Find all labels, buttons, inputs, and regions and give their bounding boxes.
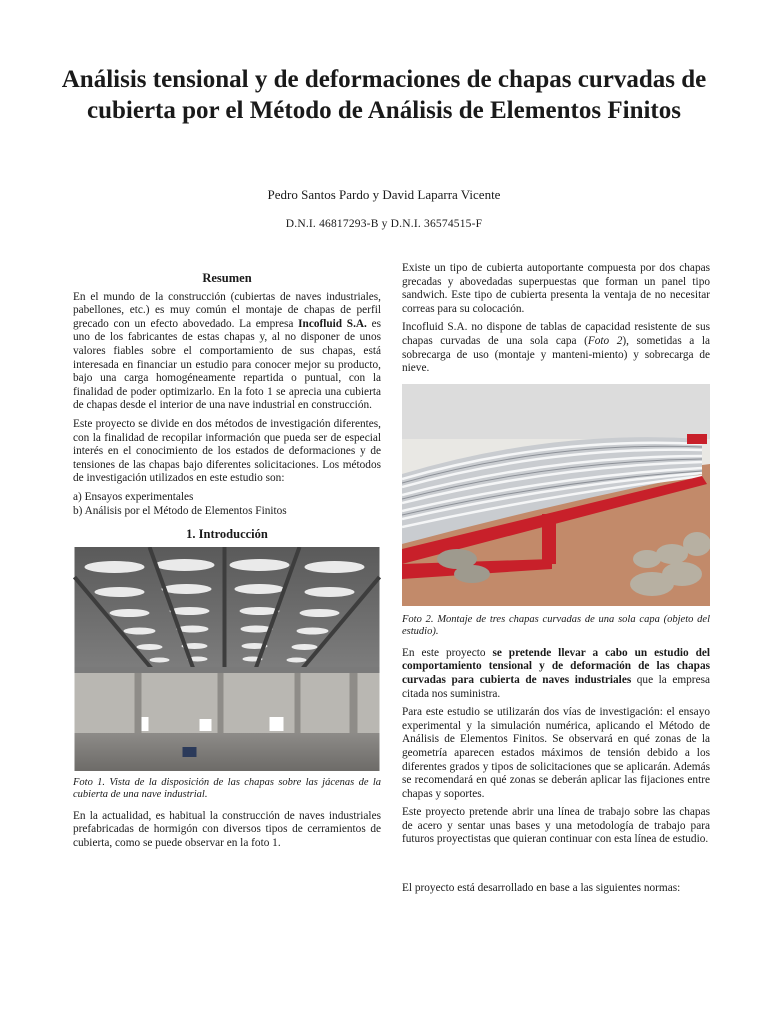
- author-ids: D.N.I. 46817293-B y D.N.I. 36574515-F: [285, 218, 483, 230]
- company-name: Incofluid S.A.: [298, 317, 367, 330]
- intro-paragraph: En la actualidad, es habitual la construcción de naves industriales prefabricadas de hormigón con diversos tipos de cerramientos de cubierta, como se puede observar en la foto 1.: [73, 809, 381, 849]
- abstract-heading: Resumen: [202, 271, 252, 285]
- photo-2-caption: Foto 2. Montaje de tres chapas curvadas de una sola capa (objeto del estudio).: [402, 613, 710, 638]
- right-paragraph-3: En este proyecto se pretende llevar a cabo un estudio del comportamiento tensional y de deformación de las chapas curvadas para cubierta de naves industriales que la empresa citada nos suministra.: [402, 646, 711, 700]
- right-paragraph-1: Existe un tipo de cubierta autoportante compuesta por dos chapas grecadas y abovedadas superpuestas que forman un panel tipo sandwich. Este tipo de cubierta presenta la ventaja de no necesitar correas para su colocación.: [402, 262, 710, 315]
- right-column: [402, 262, 710, 901]
- right-paragraph-2: Incofluid S.A. no dispone de tablas de capacidad resistente de sus chapas curvadas de una sola capa (Foto 2), sometidas a la sobrecarga de uso (montaje y manteni-miento) y sobrecarga de nieve.: [402, 321, 710, 375]
- list-item: b) Análisis por el Método de Elementos Finitos: [73, 504, 287, 517]
- methods-list: [73, 491, 381, 518]
- right-paragraph-5: Este proyecto pretende abrir una línea de trabajo sobre las chapas de acero y sentar unas bases y una metodología de trabajo para futuros proyectistas que quieran continuar con esta línea de estudio.: [402, 806, 710, 846]
- right-paragraph-4: Para este estudio se utilizarán dos vías de investigación: el ensayo experimental y la simulación numérica, aplicando el Método de Análisis de Elementos Finitos. Se observará en qué zonas de la geometría aparecen estados máximos de tensión debido a los diferentes grados y tipos de solicitaciones que se aplicarán. Además se recomendará en qué zonas se deberán aplicar las fijaciones entre chapas y soportes.: [402, 706, 710, 800]
- abstract-paragraph-2: Este proyecto se divide en dos métodos de investigación diferentes, con la finalidad de recopilar información que pueda ser de especial interés en el conocimiento de los estados de deformaciones y de tensiones de las chapas bajo diferentes solicitaciones. Los métodos de investigación utilizados en este estudio son:: [73, 417, 381, 485]
- photo-1-warehouse-roof: [73, 547, 381, 771]
- list-item: a) Ensayos experimentales: [73, 490, 194, 503]
- paper-title: Análisis tensional y de deformaciones de chapas curvadas de cubierta por el Método de Análisis de Elementos Finitos: [61, 66, 707, 124]
- left-column: [73, 262, 381, 855]
- section-heading-introduction: 1. Introducción: [186, 527, 268, 542]
- abstract-paragraph-1: En el mundo de la construcción (cubiertas de naves industriales, pabellones, etc.) es muy común el montaje de chapas de perfil grecado con un efecto abovedado. La empresa Incofluid S.A. es uno de los fabricantes de estas chapas y, al no disponer de unos valores fiables sobre el comportamiento de sus chapas, está interesada en financiar un estudio para conocer mejor su producto, bajo una carga homogéneamente repartida o puntual, con la finalidad de poder optimizarlo. En la foto 1 se aprecia una cubierta de chapas desde el interior de una nave industrial en construcción.: [73, 290, 381, 412]
- photo-2-curved-sheets: [402, 384, 710, 606]
- authors: Pedro Santos Pardo y David Laparra Vicente: [267, 187, 501, 202]
- right-paragraph-6: El proyecto está desarrollado en base a las siguientes normas:: [402, 882, 681, 895]
- photo-1-caption: Foto 1. Vista de la disposición de las chapas sobre las jácenas de la cubierta de una nave industrial.: [73, 776, 381, 801]
